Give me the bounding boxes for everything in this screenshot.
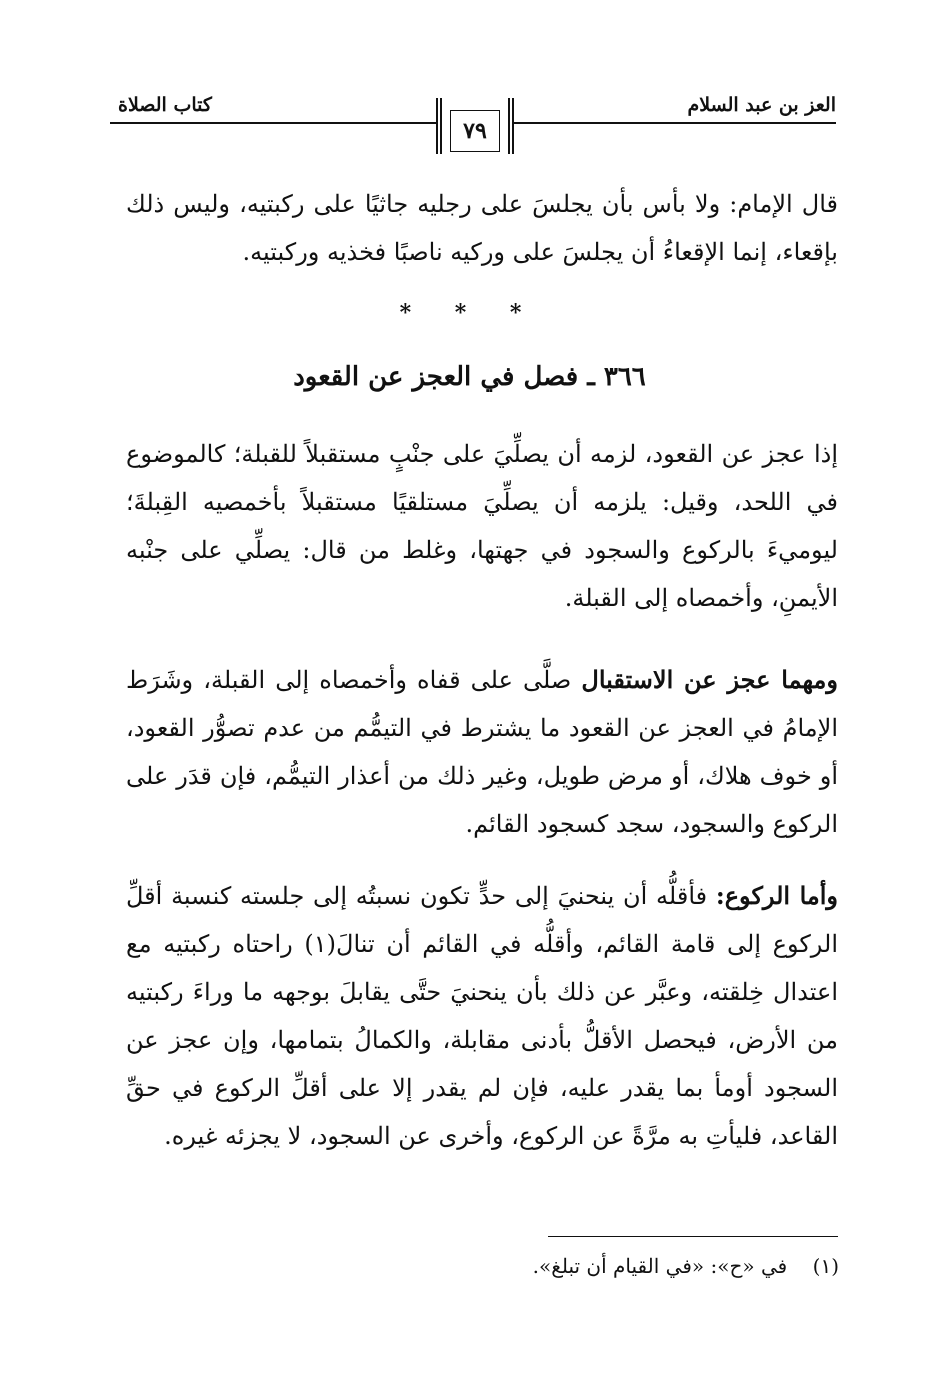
footnote-marker: (١)	[812, 1254, 839, 1278]
opening-paragraph: قال الإمام: ولا بأس بأن يجلسَ على رجليه جاثيًا على ركبتيه، وليس ذلك بإقعاء، إنما الإقعاءُ أن يجلسَ على وركيه ناصبًا فخذيه وركبتيه.	[126, 190, 838, 266]
footnote	[533, 1254, 839, 1278]
paragraph-3	[126, 872, 838, 1160]
paragraph-1-text: إذا عجز عن القعود، لزمه أن يصلِّيَ على جنْبٍ مستقبلاً للقبلة؛ كالموضوع في اللحد، وقيل: يلزمه أن يصلِّيَ مستلقيًا مستقبلاً بأخمصيه القِبلةَ؛ ليوميءَ بالركوع والسجود في جهتها، وغلط من قال: يصلِّي على جنْبه الأيمنِ، وأخمصاه إلى القبلة.	[126, 440, 839, 612]
header-rule-right	[514, 122, 836, 124]
book-title: كتاب الصلاة	[118, 94, 212, 116]
paragraph-2	[126, 656, 838, 848]
section-separator: * * *	[399, 300, 540, 326]
header-rule-left	[110, 122, 436, 124]
page-number: ٧٩	[450, 110, 500, 152]
paragraph-3-lead: وأما الركوع:	[715, 881, 839, 910]
paragraph-2-lead: ومهما عجز عن الاستقبال	[581, 665, 838, 694]
paragraph-2-text: صلَّى على قفاه وأخمصاه إلى القبلة، وشَرَط الإمامُ في العجز عن القعود ما يشترط في التيمُّم من عدم تصوُّر القعود، أو خوف هلاك، أو مرض طويل، وغير ذلك من أعذار التيمُّم، فإن قدَر على الركوع والسجود، سجد كسجود القائم.	[126, 666, 838, 838]
section-heading: ٣٦٦ ـ فصل في العجز عن القعود	[293, 362, 646, 392]
footnote-text: في «ح»: «في القيام أن تبلغ».	[532, 1254, 788, 1278]
paragraph-3-text: فأقلُّه أن ينحنيَ إلى حدٍّ تكون نسبتُه إلى جلسته كنسبة أقلِّ الركوع إلى قامة القائم، وأقلُّه في القائم أن تنالَ(١) راحتاه ركبتيه مع اعتدال خِلقته، وعبَّر عن ذلك بأن ينحنيَ حتَّى يقابلَ بوجهه ما وراءَ ركبتيه من الأرض، فيحصل الأقلُّ بأدنى مقابلة، والكمالُ بتمامها، وإن عجز عن السجود أومأ بما يقدر عليه، فإن لم يقدر إلا على أقلِّ الركوع في حقِّ القاعد، فليأتِ به مرَّةً عن الركوع، وأخرى عن السجود، لا يجزئه غيره.	[126, 882, 838, 1150]
running-header	[110, 88, 836, 158]
paragraph-1	[126, 430, 838, 622]
page-number-frame	[436, 98, 514, 154]
footnote-divider	[548, 1236, 838, 1237]
author-name: العز بن عبد السلام	[687, 94, 836, 116]
